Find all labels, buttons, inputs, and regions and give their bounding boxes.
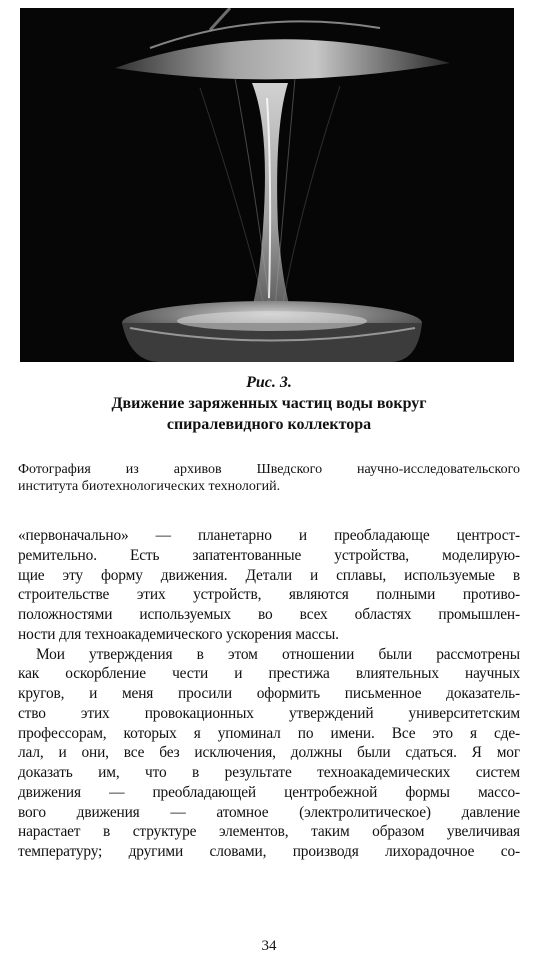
text-line: как оскорбление чести и престижа влиятельных научных xyxy=(18,665,520,683)
text-line: лал, и они, все без исключения, должны были сдаться. Я мог xyxy=(18,744,520,762)
figure-photo xyxy=(20,8,514,362)
paragraph-2 xyxy=(18,645,520,862)
text-line: кругов, и меня просили оформить письменное доказатель- xyxy=(18,685,520,702)
text-line: положностями используемых во всех областях промышлен- xyxy=(18,606,520,623)
page-number: 34 xyxy=(261,938,277,954)
text-line: ности для техноакадемического ускорения массы. xyxy=(18,625,339,643)
body-text xyxy=(18,526,520,862)
source-note-line: института биотехнологических технологий. xyxy=(18,479,281,494)
text-line: ремительно. Есть запатентованные устройства, моделирую- xyxy=(18,546,520,564)
text-line: ство этих провокационных утверждений университетским xyxy=(18,704,520,722)
photo-source-note xyxy=(18,461,520,495)
text-line: «первоначально» — планетарно и преобладающе центрост- xyxy=(18,527,520,544)
text-line: Мои утверждения в этом отношении были рассмотрены xyxy=(36,645,520,663)
text-line: строительстве этих устройств, являются полными противо- xyxy=(18,586,520,604)
figure-title-line-2: спиралевидного коллектора xyxy=(166,416,372,433)
text-line: профессорам, которых я упоминал по имени. Все это я сде- xyxy=(18,724,520,742)
source-note-line: Фотография из архивов Шведского научно-исследовательского xyxy=(18,462,520,477)
text-line: нарастает в структуре элементов, таким образом увеличивая xyxy=(18,823,520,841)
figure-title-line-1: Движение заряженных частиц воды вокруг xyxy=(111,395,427,412)
text-line: вого движения — атомное (электролитическое) давление xyxy=(18,803,520,821)
paragraph-1 xyxy=(18,526,520,645)
text-line: доказать им, что в результате техноакадемических систем xyxy=(18,764,520,781)
figure-caption xyxy=(0,372,538,435)
figure-number: Рис. 3. xyxy=(246,374,292,391)
text-line: движения — преобладающей центробежной формы массо- xyxy=(18,783,520,801)
text-line: щие эту форму движения. Детали и сплавы, используемые в xyxy=(18,566,520,584)
text-line: температуру; другими словами, производя лихорадочное со- xyxy=(18,843,520,860)
photo-water-vortex-image xyxy=(20,8,514,362)
